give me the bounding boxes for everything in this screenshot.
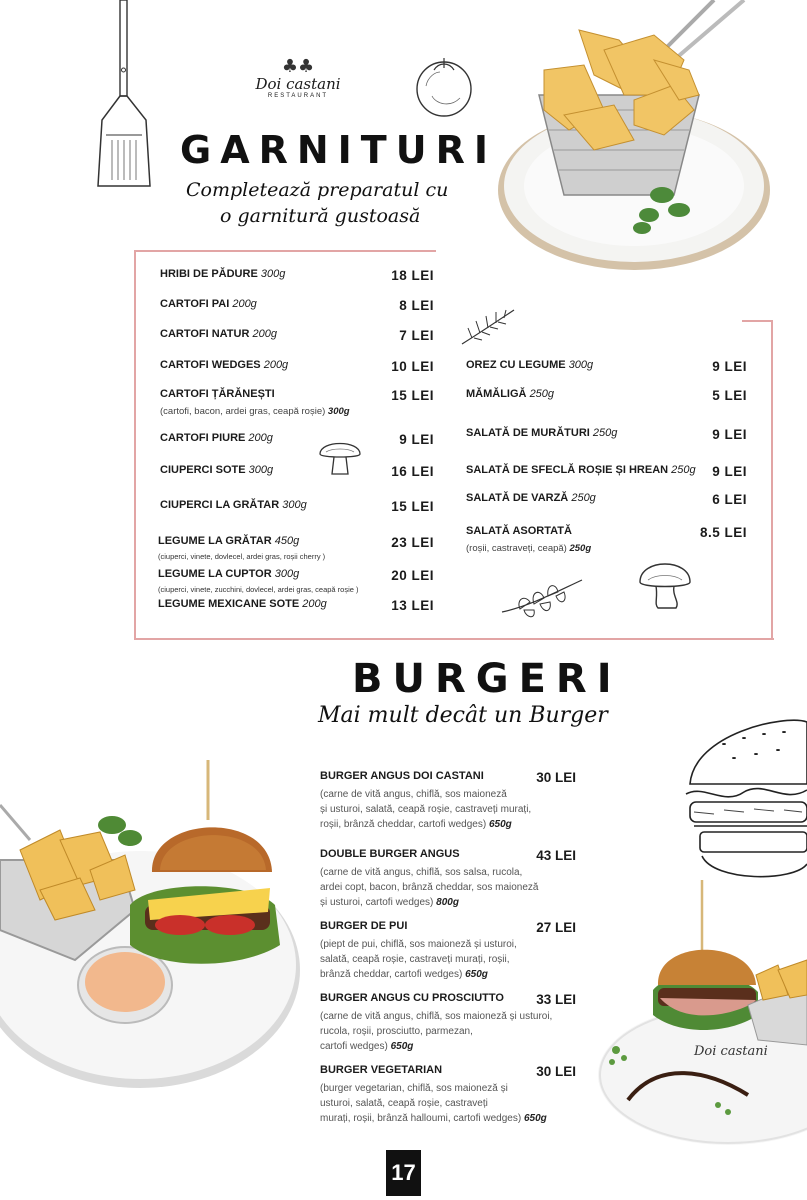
spatula-illustration	[94, 0, 154, 190]
item-price: 8 LEI	[399, 298, 434, 313]
item-price: 20 LEI	[391, 568, 434, 583]
item-description: brânză cheddar, cartofi wedges)	[320, 969, 463, 980]
item-weight: 200g	[263, 359, 289, 371]
item-description: și usturoi, salată, ceapă roșie, castraveți murați,	[320, 804, 532, 815]
item-name: CARTOFI WEDGES	[160, 359, 261, 371]
item-price: 18 LEI	[391, 268, 434, 283]
burger-item	[320, 992, 576, 1054]
tree-icon: ♣♣	[281, 56, 315, 77]
item-price: 10 LEI	[391, 359, 434, 374]
item-price: 13 LEI	[391, 598, 434, 613]
item-price: 7 LEI	[399, 328, 434, 343]
item-description: (roșii, castraveți, ceapă)	[466, 543, 567, 554]
menu-item	[158, 568, 434, 594]
item-weight: 200g	[232, 298, 257, 310]
menu-item	[160, 359, 434, 374]
item-weight: 250g	[592, 427, 618, 439]
item-price: 15 LEI	[391, 499, 434, 514]
menu-item	[160, 499, 434, 514]
item-price: 23 LEI	[391, 535, 434, 550]
plate-logo-text: Doi castani	[694, 1044, 768, 1059]
item-description: ardei copt, bacon, brânză cheddar, sos maioneză	[320, 882, 539, 893]
herb-illustration	[500, 572, 584, 622]
burger-item	[320, 848, 576, 910]
herb-illustration	[460, 308, 516, 346]
item-weight: 300g	[274, 568, 300, 580]
item-weight: 800g	[436, 897, 459, 908]
item-name: HRIBI DE PĂDURE	[160, 268, 258, 280]
menu-item	[466, 525, 747, 554]
item-description: (carne de vită angus, chiflă, sos maioneză	[320, 789, 507, 800]
frame-line	[134, 250, 436, 252]
item-weight: 650g	[523, 1113, 547, 1124]
logo-subtitle: RESTAURANT	[267, 93, 329, 99]
burger-item	[320, 920, 576, 982]
item-weight: 250g	[571, 492, 596, 504]
tomato-illustration	[414, 56, 474, 118]
burger-plate-photo	[0, 760, 300, 1090]
frame-line	[134, 252, 136, 640]
item-weight: 300g	[327, 406, 350, 417]
garnituri-subtitle-line2: o garnitură gustoasă	[220, 205, 421, 227]
item-weight: 300g	[282, 499, 307, 511]
item-name: BURGER ANGUS CU PROSCIUTTO	[320, 992, 504, 1004]
item-description: (ciuperci, vinete, dovlecel, ardei gras, roșii cherry )	[158, 552, 326, 561]
item-name: LEGUME LA GRĂTAR	[158, 535, 272, 547]
page-number: 17	[386, 1150, 421, 1196]
menu-item	[160, 298, 434, 313]
item-price: 30 LEI	[536, 1064, 576, 1079]
fries-plate-photo	[484, 0, 774, 275]
frame-line	[134, 638, 774, 640]
item-weight: 650g	[390, 1041, 414, 1052]
burgeri-title: BURGERI	[352, 656, 622, 702]
item-description: (carne de vită angus, chiflă, sos maioneză și usturoi,	[320, 1011, 553, 1022]
item-price: 15 LEI	[391, 388, 434, 403]
item-weight: 250g	[529, 388, 555, 400]
item-name: CARTOFI NATUR	[160, 328, 250, 340]
burgeri-subtitle: Mai mult decât un Burger	[318, 703, 608, 728]
item-description: murați, roșii, brânză halloumi, cartofi wedges)	[320, 1113, 522, 1124]
item-name: BURGER ANGUS DOI CASTANI	[320, 770, 484, 782]
item-name: CARTOFI ȚĂRĂNEȘTI	[160, 388, 275, 400]
item-name: SALATĂ DE VARZĂ	[466, 492, 569, 504]
menu-item	[466, 388, 747, 403]
item-name: MĂMĂLIGĂ	[466, 388, 527, 400]
menu-item	[160, 268, 434, 283]
menu-item	[158, 598, 434, 613]
item-price: 30 LEI	[536, 770, 576, 785]
item-description: usturoi, salată, ceapă roșie, castraveți	[320, 1098, 488, 1109]
item-name: CIUPERCI SOTE	[160, 464, 246, 476]
item-price: 33 LEI	[536, 992, 576, 1007]
item-weight: 200g	[302, 598, 327, 610]
item-description: (carne de vită angus, chiflă, sos salsa, rucola,	[320, 867, 523, 878]
mushroom-illustration	[636, 554, 694, 612]
item-name: OREZ CU LEGUME	[466, 359, 566, 371]
item-description: cartofi wedges)	[320, 1041, 388, 1052]
item-description: și usturoi, cartofi wedges)	[320, 897, 434, 908]
item-weight: 200g	[248, 432, 273, 444]
item-name: SALATĂ ASORTATĂ	[466, 525, 572, 537]
item-name: CARTOFI PIURE	[160, 432, 246, 444]
item-name: CIUPERCI LA GRĂTAR	[160, 499, 280, 511]
restaurant-logo	[248, 58, 348, 99]
item-price: 5 LEI	[712, 388, 747, 403]
item-name: LEGUME LA CUPTOR	[158, 568, 272, 580]
burger-item	[320, 770, 576, 832]
menu-item	[466, 464, 747, 479]
item-description: (burger vegetarian, chiflă, sos maioneză și	[320, 1083, 508, 1094]
item-price: 6 LEI	[712, 492, 747, 507]
menu-item	[466, 492, 747, 507]
item-description: roșii, brânză cheddar, cartofi wedges)	[320, 819, 487, 830]
item-price: 27 LEI	[536, 920, 576, 935]
item-price: 9 LEI	[712, 464, 747, 479]
menu-item	[466, 359, 747, 374]
item-weight: 250g	[671, 464, 696, 476]
item-weight: 300g	[568, 359, 594, 371]
garnituri-title: GARNITURI	[180, 128, 497, 172]
burger-illustration	[684, 714, 807, 884]
item-weight: 650g	[465, 969, 488, 980]
item-weight: 450g	[274, 535, 300, 547]
mushroom-illustration	[318, 434, 362, 478]
item-price: 9 LEI	[712, 359, 747, 374]
item-weight: 250g	[569, 543, 592, 554]
item-weight: 300g	[248, 464, 274, 476]
frame-line	[742, 320, 773, 322]
item-description: (cartofi, bacon, ardei gras, ceapă roșie)	[160, 406, 326, 417]
burger-plate-photo	[598, 880, 807, 1145]
item-name: BURGER DE PUI	[320, 920, 408, 932]
frame-line	[771, 320, 773, 640]
logo-name: Doi castani	[255, 75, 341, 93]
item-weight: 300g	[260, 268, 286, 280]
item-price: 16 LEI	[391, 464, 434, 479]
item-description: (ciuperci, vinete, zucchini, dovlecel, ardei gras, ceapă roșie )	[158, 585, 359, 594]
item-weight: 200g	[252, 328, 277, 340]
menu-item	[160, 388, 434, 417]
item-description: salată, ceapă roșie, castraveți murați, roșii,	[320, 954, 510, 965]
item-name: DOUBLE BURGER ANGUS	[320, 848, 460, 860]
item-name: CARTOFI PAI	[160, 298, 230, 310]
burger-item	[320, 1064, 576, 1126]
item-price: 9 LEI	[712, 427, 747, 442]
item-name: LEGUME MEXICANE SOTE	[158, 598, 300, 610]
menu-item	[160, 464, 434, 479]
item-description: (piept de pui, chiflă, sos maioneză și usturoi,	[320, 939, 517, 950]
item-name: BURGER VEGETARIAN	[320, 1064, 443, 1076]
item-name: SALATĂ DE SFECLĂ ROȘIE ȘI HREAN	[466, 464, 669, 476]
garnituri-subtitle-line1: Completează preparatul cu	[186, 179, 449, 201]
item-price: 8.5 LEI	[699, 525, 747, 540]
item-name: SALATĂ DE MURĂTURI	[466, 427, 590, 439]
menu-item	[158, 535, 434, 561]
item-price: 43 LEI	[536, 848, 576, 863]
item-weight: 650g	[488, 819, 512, 830]
item-description: rucola, roșii, prosciutto, parmezan,	[320, 1026, 473, 1037]
menu-item	[160, 328, 434, 343]
menu-item	[466, 427, 747, 442]
item-price: 9 LEI	[399, 432, 434, 447]
menu-item	[160, 432, 434, 447]
